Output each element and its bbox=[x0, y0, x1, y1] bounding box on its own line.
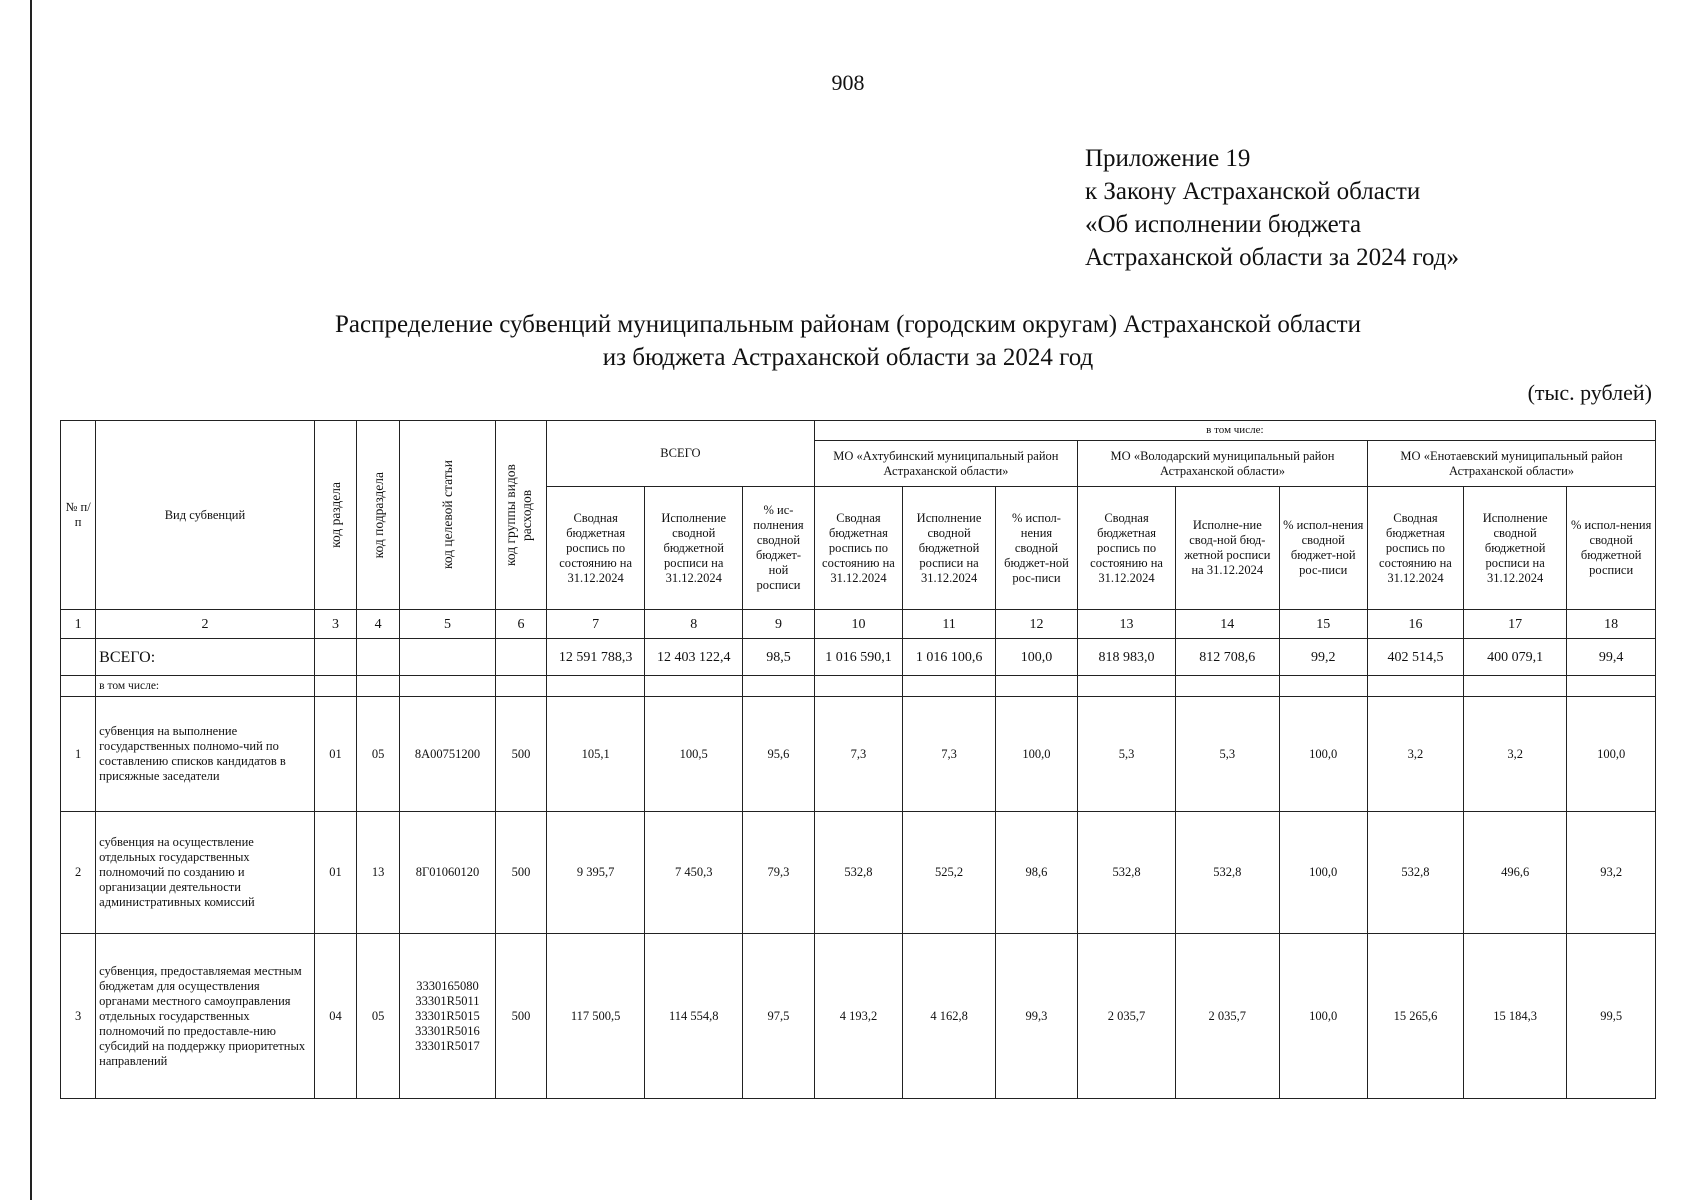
column-number: 16 bbox=[1367, 610, 1463, 639]
total-value: 1 016 100,6 bbox=[903, 639, 996, 676]
row-value: 100,0 bbox=[1279, 934, 1367, 1099]
row-number: 1 bbox=[61, 697, 96, 812]
header-mo3-plan: Сводная бюджетная роспись по состоянию на 31.12.2024 bbox=[1367, 487, 1463, 610]
appendix-line: к Закону Астраханской области bbox=[1085, 178, 1421, 205]
row-value: 3,2 bbox=[1463, 697, 1566, 812]
total-value: 98,5 bbox=[743, 639, 814, 676]
row-value: 3,2 bbox=[1367, 697, 1463, 812]
row-number: 2 bbox=[61, 812, 96, 934]
total-value: 1 016 590,1 bbox=[814, 639, 902, 676]
total-row bbox=[61, 639, 1656, 676]
row-number: 3 bbox=[61, 934, 96, 1099]
row-value: 7,3 bbox=[903, 697, 996, 812]
column-number-row bbox=[61, 610, 1656, 639]
total-value: 100,0 bbox=[995, 639, 1077, 676]
total-value: 818 983,0 bbox=[1078, 639, 1176, 676]
column-number: 15 bbox=[1279, 610, 1367, 639]
row-value: 99,5 bbox=[1567, 934, 1656, 1099]
row-value: 2 035,7 bbox=[1176, 934, 1279, 1099]
column-number: 12 bbox=[995, 610, 1077, 639]
target-code: 8А00751200 bbox=[400, 697, 496, 812]
row-value: 99,3 bbox=[995, 934, 1077, 1099]
table-row bbox=[61, 812, 1656, 934]
subvention-kind: субвенция на осуществление отдельных государственных полномочий по созданию и организации деятельности административных комиссий bbox=[96, 812, 315, 934]
row-value: 5,3 bbox=[1176, 697, 1279, 812]
row-value: 97,5 bbox=[743, 934, 814, 1099]
row-value: 15 265,6 bbox=[1367, 934, 1463, 1099]
row-value: 4 193,2 bbox=[814, 934, 902, 1099]
column-number: 11 bbox=[903, 610, 996, 639]
row-value: 4 162,8 bbox=[903, 934, 996, 1099]
subvention-kind: субвенция, предоставляемая местным бюджетам для осуществления органами местного самоуправления отдельных государственных полномочий по предоставле-нию субсидий на поддержку приоритетных направлений bbox=[96, 934, 315, 1099]
header-including: в том числе: bbox=[814, 421, 1655, 441]
page-margin-line bbox=[30, 0, 32, 1200]
row-value: 532,8 bbox=[1078, 812, 1176, 934]
header-mo-akhtubinsky: МО «Ахтубинский муниципальный район Астраханской области» bbox=[814, 441, 1077, 487]
target-code: 33301R5011 bbox=[415, 993, 480, 1008]
total-value: 812 708,6 bbox=[1176, 639, 1279, 676]
row-value: 100,5 bbox=[645, 697, 743, 812]
header-kind: Вид субвенций bbox=[96, 421, 315, 610]
expense-group-code: 500 bbox=[495, 934, 546, 1099]
header-mo2-percent: % испол-нения сводной бюджет-ной рос-писи bbox=[1279, 487, 1367, 610]
subsection-code: 05 bbox=[357, 934, 400, 1099]
total-value: 99,2 bbox=[1279, 639, 1367, 676]
header-total-percent: % ис-полнения сводной бюджет-ной росписи bbox=[743, 487, 814, 610]
table-row bbox=[61, 934, 1656, 1099]
header-subsection-code: код подраздела bbox=[357, 421, 400, 610]
header-total: ВСЕГО bbox=[547, 421, 815, 487]
target-code: 33301R5015 bbox=[415, 1008, 480, 1023]
row-value: 2 035,7 bbox=[1078, 934, 1176, 1099]
column-number: 18 bbox=[1567, 610, 1656, 639]
row-value: 100,0 bbox=[1567, 697, 1656, 812]
column-number: 5 bbox=[400, 610, 496, 639]
row-value: 532,8 bbox=[814, 812, 902, 934]
row-value: 93,2 bbox=[1567, 812, 1656, 934]
column-number: 3 bbox=[314, 610, 357, 639]
appendix-line: Астраханской области за 2024 год» bbox=[1085, 244, 1460, 271]
total-value: 12 591 788,3 bbox=[547, 639, 645, 676]
header-mo3-percent: % испол-нения сводной бюджетной росписи bbox=[1567, 487, 1656, 610]
column-number: 10 bbox=[814, 610, 902, 639]
header-expense-group-code: код группы видов расходов bbox=[495, 421, 546, 610]
table-row bbox=[61, 697, 1656, 812]
row-value: 525,2 bbox=[903, 812, 996, 934]
header-mo2-plan: Сводная бюджетная роспись по состоянию на 31.12.2024 bbox=[1078, 487, 1176, 610]
header-mo2-exec: Исполне-ние свод-ной бюд-жетной росписи на 31.12.2024 bbox=[1176, 487, 1279, 610]
row-value: 79,3 bbox=[743, 812, 814, 934]
column-number: 17 bbox=[1463, 610, 1566, 639]
row-value: 114 554,8 bbox=[645, 934, 743, 1099]
row-value: 95,6 bbox=[743, 697, 814, 812]
row-value: 496,6 bbox=[1463, 812, 1566, 934]
row-value: 117 500,5 bbox=[547, 934, 645, 1099]
target-code: 33301R5017 bbox=[415, 1038, 480, 1053]
header-mo1-percent: % испол-нения сводной бюджет-ной рос-писи bbox=[995, 487, 1077, 610]
row-value: 5,3 bbox=[1078, 697, 1176, 812]
expense-group-code: 500 bbox=[495, 812, 546, 934]
row-value: 100,0 bbox=[995, 697, 1077, 812]
header-total-plan: Сводная бюджетная роспись по состоянию на 31.12.2024 bbox=[547, 487, 645, 610]
units-label: (тыс. рублей) bbox=[1527, 380, 1652, 405]
target-code: 3330165080 bbox=[416, 978, 479, 993]
row-value: 7,3 bbox=[814, 697, 902, 812]
header-num: № п/п bbox=[61, 421, 96, 610]
subsection-code: 05 bbox=[357, 697, 400, 812]
row-value: 532,8 bbox=[1367, 812, 1463, 934]
subventions-table bbox=[60, 420, 1656, 1099]
section-code: 01 bbox=[314, 697, 357, 812]
header-total-exec: Исполнение сводной бюджетной росписи на 31.12.2024 bbox=[645, 487, 743, 610]
title-line: Распределение субвенций муниципальным районам (городским округам) Астраханской области bbox=[335, 311, 1361, 338]
total-label: ВСЕГО: bbox=[96, 639, 315, 676]
row-value: 100,0 bbox=[1279, 812, 1367, 934]
column-number: 14 bbox=[1176, 610, 1279, 639]
including-label: в том числе: bbox=[96, 676, 315, 697]
subsection-code: 13 bbox=[357, 812, 400, 934]
including-row bbox=[61, 676, 1656, 697]
appendix-note bbox=[1085, 142, 1459, 274]
column-number: 13 bbox=[1078, 610, 1176, 639]
column-number: 2 bbox=[96, 610, 315, 639]
row-value: 532,8 bbox=[1176, 812, 1279, 934]
appendix-line: Приложение 19 bbox=[1085, 145, 1251, 172]
row-value: 15 184,3 bbox=[1463, 934, 1566, 1099]
total-value: 400 079,1 bbox=[1463, 639, 1566, 676]
page-number: 908 bbox=[831, 70, 865, 95]
header-mo1-exec: Исполнение сводной бюджетной росписи на 31.12.2024 bbox=[903, 487, 996, 610]
total-value: 12 403 122,4 bbox=[645, 639, 743, 676]
header-mo3-exec: Исполнение сводной бюджетной росписи на 31.12.2024 bbox=[1463, 487, 1566, 610]
header-mo-enotaevsky: МО «Енотаевский муниципальный район Астраханской области» bbox=[1367, 441, 1655, 487]
row-value: 105,1 bbox=[547, 697, 645, 812]
target-codes bbox=[400, 934, 496, 1099]
document-title bbox=[0, 308, 1696, 374]
column-number: 4 bbox=[357, 610, 400, 639]
title-line: из бюджета Астраханской области за 2024 год bbox=[602, 344, 1094, 371]
section-code: 04 bbox=[314, 934, 357, 1099]
section-code: 01 bbox=[314, 812, 357, 934]
header-section-code: код раздела bbox=[314, 421, 357, 610]
total-value: 402 514,5 bbox=[1367, 639, 1463, 676]
header-target-code: код целевой статьи bbox=[400, 421, 496, 610]
header-mo1-plan: Сводная бюджетная роспись по состоянию на 31.12.2024 bbox=[814, 487, 902, 610]
target-code: 33301R5016 bbox=[415, 1023, 480, 1038]
header-mo-volodarsky: МО «Володарский муниципальный район Астраханской области» bbox=[1078, 441, 1368, 487]
total-value: 99,4 bbox=[1567, 639, 1656, 676]
column-number: 7 bbox=[547, 610, 645, 639]
appendix-line: «Об исполнении бюджета bbox=[1085, 211, 1362, 238]
column-number: 6 bbox=[495, 610, 546, 639]
row-value: 100,0 bbox=[1279, 697, 1367, 812]
expense-group-code: 500 bbox=[495, 697, 546, 812]
column-number: 8 bbox=[645, 610, 743, 639]
row-value: 7 450,3 bbox=[645, 812, 743, 934]
column-number: 9 bbox=[743, 610, 814, 639]
row-value: 9 395,7 bbox=[547, 812, 645, 934]
target-code: 8Г01060120 bbox=[400, 812, 496, 934]
row-value: 98,6 bbox=[995, 812, 1077, 934]
column-number: 1 bbox=[61, 610, 96, 639]
subvention-kind: субвенция на выполнение государственных полномо-чий по составлению списков кандидатов в присяжные заседатели bbox=[96, 697, 315, 812]
